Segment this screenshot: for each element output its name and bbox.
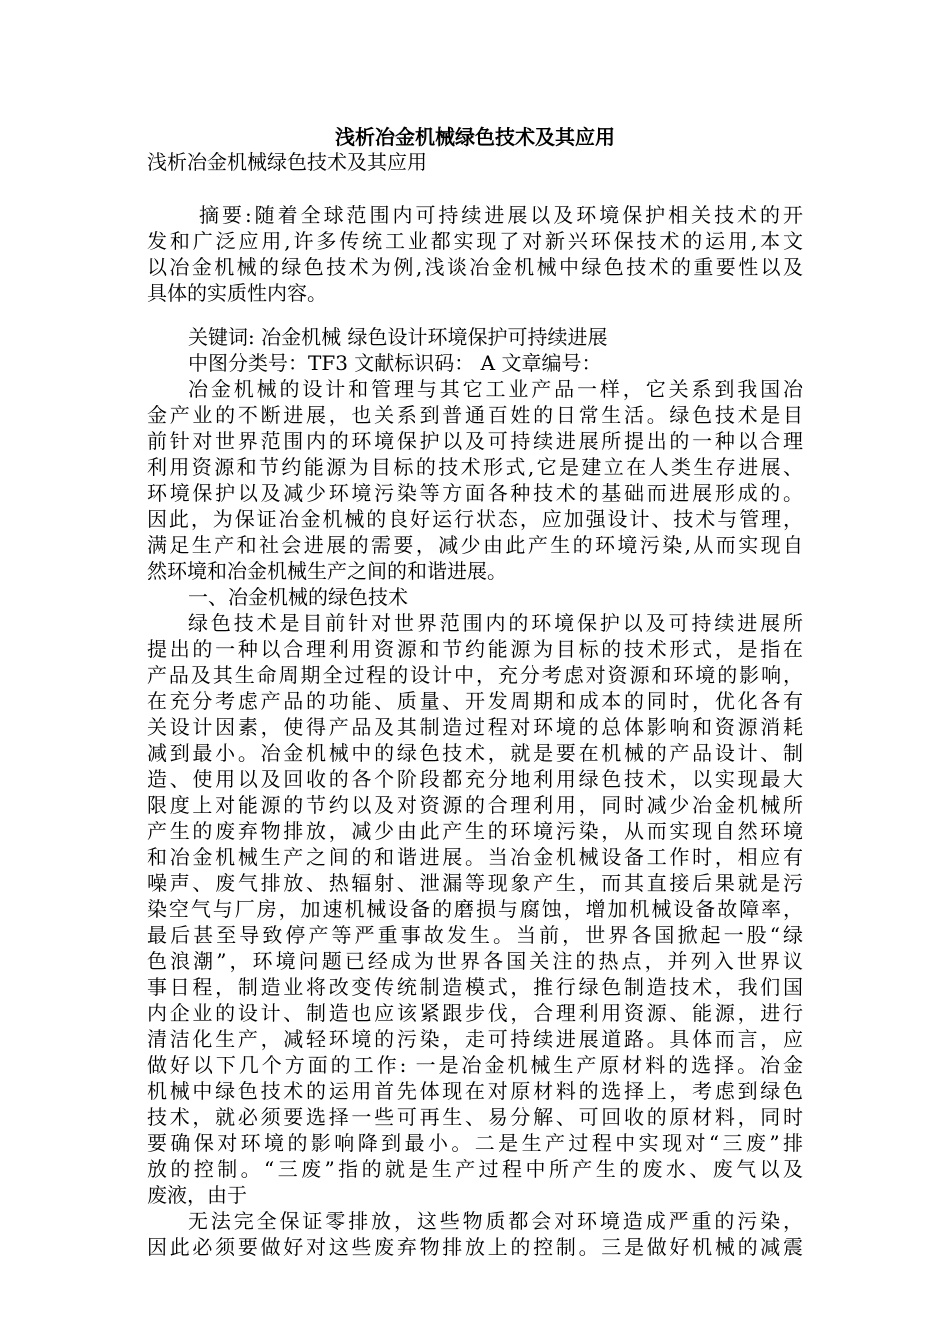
- body-line: 色浪潮”，环境问题已经成为世界各国关注的热点，并列入世界议: [147, 949, 803, 973]
- document-subtitle: 浅析冶金机械绿色技术及其应用: [147, 150, 427, 174]
- abstract-line: 发和广泛应用,许多传统工业都实现了对新兴环保技术的运用,本文: [147, 229, 803, 253]
- body-line: 环境保护以及减少环境污染等方面各种技术的基础而进展形成的。: [147, 481, 803, 505]
- body-line: 因此必须要做好对这些废弃物排放上的控制。三是做好机械的减震: [147, 1235, 803, 1259]
- body-line: 做好以下几个方面的工作: 一是冶金机械生产原材料的选择。冶金: [147, 1053, 803, 1077]
- abstract-line: 具体的实质性内容。: [147, 281, 327, 305]
- body-line: 冶金机械的设计和管理与其它工业产品一样，它关系到我国冶: [188, 377, 803, 401]
- body-line: 染空气与厂房，加速机械设备的磨损与腐蚀，增加机械设备故障率，: [147, 897, 803, 921]
- body-line: 要确保对环境的影响降到最小。二是生产过程中实现对“三废”排: [147, 1131, 803, 1155]
- body-line: 满足生产和社会进展的需要，减少由此产生的环境污染,从而实现自: [147, 533, 803, 557]
- abstract-line: 摘要:随着全球范围内可持续进展以及环境保护相关技术的开: [199, 203, 803, 227]
- body-line: 前针对世界范围内的环境保护以及可持续进展所提出的一种以合理: [147, 429, 803, 453]
- document-title: 浅析冶金机械绿色技术及其应用: [335, 125, 615, 149]
- body-line: 和冶金机械生产之间的和谐进展。当冶金机械设备工作时，相应有: [147, 845, 803, 869]
- body-line: 最后甚至导致停产等严重事故发生。当前，世界各国掀起一股“绿: [147, 923, 803, 947]
- body-line: 技术，就必须要选择一些可再生、易分解、可回收的原材料，同时: [147, 1105, 803, 1129]
- body-line: 产品及其生命周期全过程的设计中，充分考虑对资源和环境的影响，: [147, 663, 803, 687]
- body-line: 造、使用以及回收的各个阶段都充分地利用绿色技术，以实现最大: [147, 767, 803, 791]
- body-line: 废液，由于: [147, 1183, 247, 1207]
- body-line: 减到最小。冶金机械中的绿色技术，就是要在机械的产品设计、制: [147, 741, 803, 765]
- body-line: 因此，为保证冶金机械的良好运行状态，应加强设计、技术与管理，: [147, 507, 803, 531]
- body-line: 事日程，制造业将改变传统制造模式，推行绿色制造技术，我们国: [147, 975, 803, 999]
- body-line: 金产业的不断进展，也关系到普通百姓的日常生活。绿色技术是目: [147, 403, 803, 427]
- body-line: 在充分考虑产品的功能、质量、开发周期和成本的同时，优化各有: [147, 689, 803, 713]
- body-line: 绿色技术是目前针对世界范围内的环境保护以及可持续进展所: [188, 611, 803, 635]
- abstract-line: 以冶金机械的绿色技术为例,浅谈冶金机械中绿色技术的重要性以及: [147, 255, 803, 279]
- body-line: 产生的废弃物排放，减少由此产生的环境污染，从而实现自然环境: [147, 819, 803, 843]
- body-line: 噪声、废气排放、热辐射、泄漏等现象产生，而其直接后果就是污: [147, 871, 803, 895]
- body-line: 限度上对能源的节约以及对资源的合理利用，同时减少冶金机械所: [147, 793, 803, 817]
- keywords-line: 关键词: 冶金机械 绿色设计环境保护可持续进展: [188, 325, 608, 349]
- body-line: 清洁化生产，减轻环境的污染，走可持续进展道路。具体而言，应: [147, 1027, 803, 1051]
- body-line: 机械中绿色技术的运用首先体现在对原材料的选择上，考虑到绿色: [147, 1079, 803, 1103]
- classification-line: 中图分类号：TF3 文献标识码： A 文章编号：: [188, 351, 602, 375]
- body-line: 然环境和冶金机械生产之间的和谐进展。: [147, 559, 507, 583]
- body-line: 关设计因素，使得产品及其制造过程对环境的总体影响和资源消耗: [147, 715, 803, 739]
- body-line: 提出的一种以合理利用资源和节约能源为目标的技术形式，是指在: [147, 637, 803, 661]
- section-heading: 一、冶金机械的绿色技术: [188, 585, 408, 609]
- body-line: 放的控制。“三废”指的就是生产过程中所产生的废水、废气以及: [147, 1157, 803, 1181]
- body-line: 利用资源和节约能源为目标的技术形式,它是建立在人类生存进展、: [147, 455, 803, 479]
- body-line: 内企业的设计、制造也应该紧跟步伐，合理利用资源、能源，进行: [147, 1001, 803, 1025]
- body-line: 无法完全保证零排放，这些物质都会对环境造成严重的污染，: [188, 1209, 803, 1233]
